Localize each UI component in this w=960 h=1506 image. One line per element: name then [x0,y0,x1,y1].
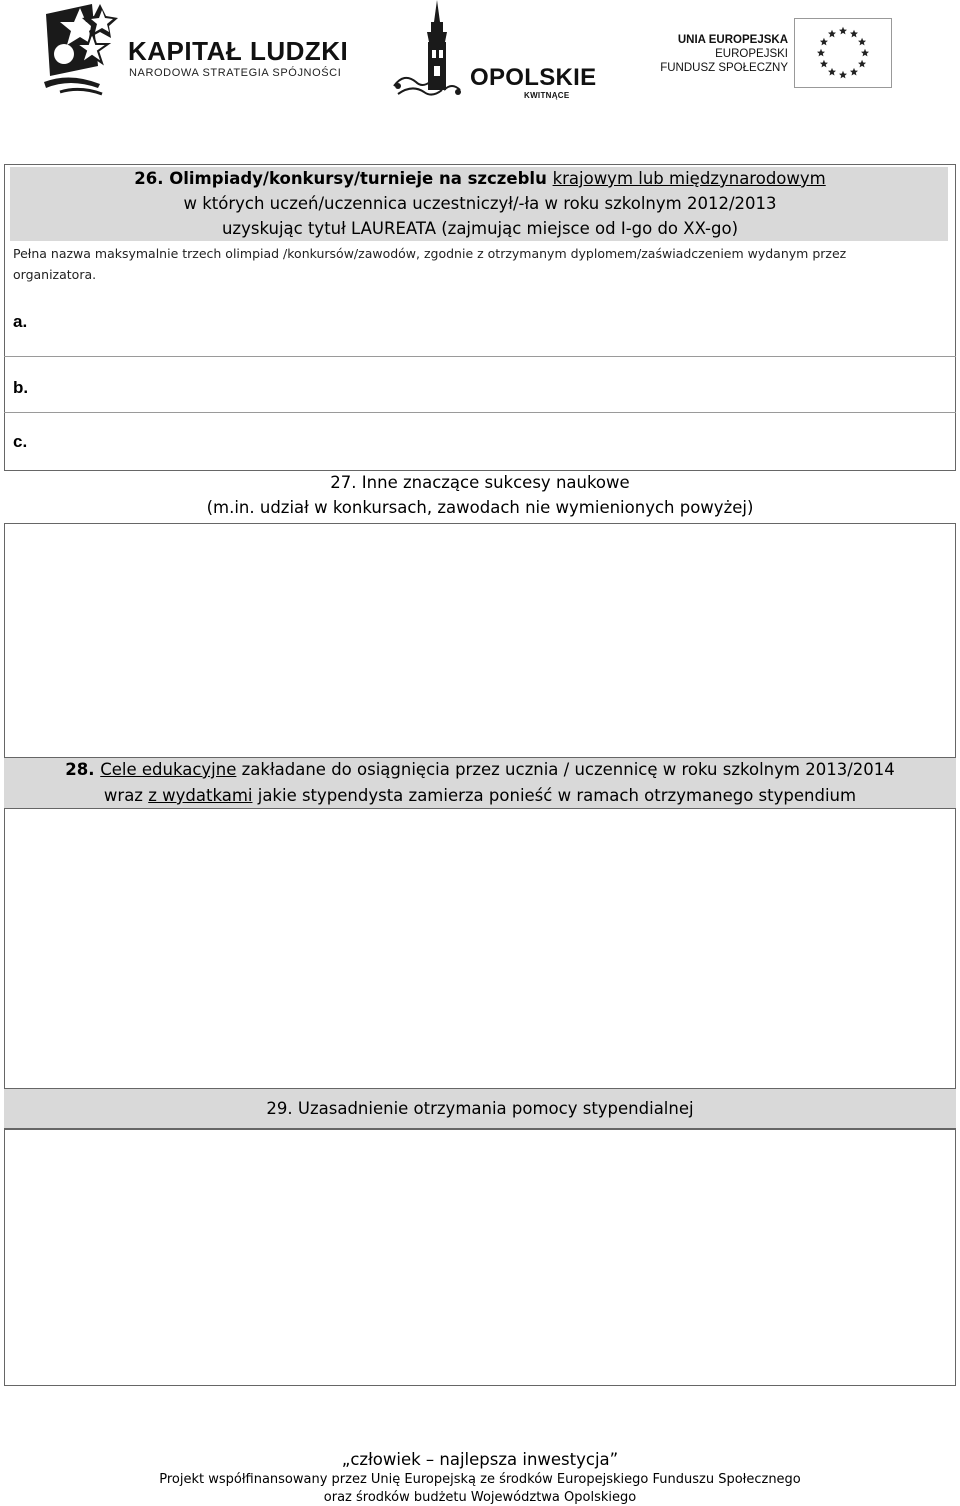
eu-fund-label-1: EUROPEJSKI [715,48,788,60]
eu-logo [650,18,892,86]
section-29-answer-box[interactable] [4,1128,956,1386]
eu-star-icon [839,27,847,35]
eu-fund-label-2: FUNDUSZ SPOŁECZNY [660,62,788,74]
section-26-item-c: c. [13,432,28,451]
section-26-description-line2: organizatora. [13,267,97,282]
footer-motto: „człowiek – najlepsza inwestycja” [341,1450,619,1469]
footer-cofinancing-line2: oraz środków budżetu Województwa Opolskiego [323,1490,637,1505]
eu-star-icon [858,38,866,46]
eu-star-icon [858,60,866,68]
section-26-item-b: b. [13,378,29,397]
section-26-title-line3: uzyskując tytuł LAUREATA (zajmując miejsce od I-go do XX-go) [221,219,739,238]
footer-cofinancing-line1: Projekt współfinansowany przez Unię Europejską ze środków Europejskiego Funduszu Społecznego [159,1472,801,1487]
kapital-ludzki-emblem-icon [40,2,120,102]
eu-star-icon [850,30,858,38]
eu-flag-icon [794,18,892,88]
eu-star-icon [839,71,847,79]
section-27-answer-box[interactable] [4,523,956,759]
item-a-divider [4,356,956,357]
kapital-ludzki-title: KAPITAŁ LUDZKI [128,36,349,66]
section-27-title-line1: 27. Inne znaczące sukcesy naukowe [330,473,630,492]
section-27-title-line2: (m.in. udział w konkursach, zawodach nie wymienionych powyżej) [206,498,754,517]
section-26-scope-underlined: krajowym lub międzynarodowym [552,169,826,188]
section-28-answer-box[interactable] [4,808,956,1090]
section-26-description-line1: Pełna nazwa maksymalnie trzech olimpiad /konkursów/zawodów, zgodnie z otrzymanym dyplomem/zaświadczeniem wydanym przez [13,246,847,261]
section-28-expenses-underlined: z wydatkami [148,786,253,805]
eu-star-icon [828,30,836,38]
section-28-goals-underlined: Cele edukacyjne [100,760,237,779]
eu-star-icon [820,60,828,68]
section-28-title-line1: 28. Cele edukacyjne zakładane do osiągnięcia przez ucznia / uczennicę w roku szkolnym 2013/2014 [65,760,895,779]
section-29-title: 29. Uzasadnienie otrzymania pomocy stypendialnej [266,1099,694,1118]
eu-star-icon [817,49,825,57]
opolskie-tower-icon [388,0,468,102]
kapital-ludzki-subtitle: NARODOWA STRATEGIA SPÓJNOŚCI [129,67,342,79]
opolskie-logo [388,0,597,102]
eu-star-icon [820,38,828,46]
eu-star-icon [828,68,836,76]
eu-star-icon [861,49,869,57]
opolskie-name: OPOLSKIE [470,64,597,91]
section-26-title-line2: w których uczeń/uczennica uczestniczył/-ła w roku szkolnym 2012/2013 [183,194,777,213]
section-28-title-line2: wraz z wydatkami jakie stypendysta zamierza ponieść w ramach otrzymanego stypendium [103,786,857,805]
item-b-divider [4,412,956,413]
section-26-title-line1: 26. Olimpiady/konkursy/turnieje na szczeblu krajowym lub międzynarodowym [134,169,826,188]
eu-star-icon [850,68,858,76]
opolskie-tagline: KWITNĄCE [524,91,570,100]
kapital-ludzki-logo [40,2,360,102]
eu-union-label: UNIA EUROPEJSKA [677,34,788,46]
section-26-item-a: a. [13,312,28,331]
